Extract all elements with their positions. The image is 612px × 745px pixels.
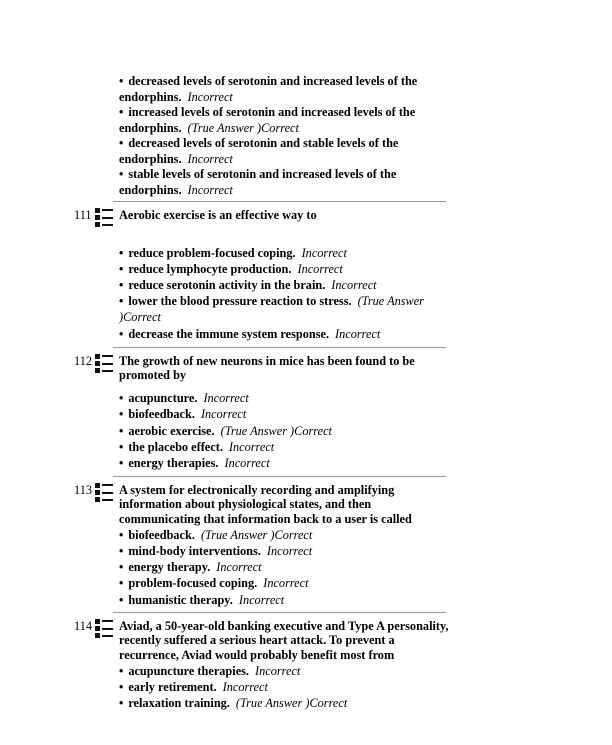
bullet-icon: •	[119, 560, 124, 574]
option: • increased levels of serotonin and increased levels of the endorphins. (True Answer )Correct	[119, 105, 416, 135]
list-icon[interactable]	[94, 353, 114, 375]
bullet-icon: •	[119, 391, 124, 405]
option: • energy therapies. Incorrect	[119, 456, 270, 470]
option: • reduce serotonin activity in the brain. Incorrect	[119, 278, 377, 292]
bullet-icon: •	[119, 440, 124, 454]
bullet-icon: •	[119, 696, 124, 710]
bullet-icon: •	[119, 262, 124, 276]
question-number: 114	[74, 619, 92, 633]
divider	[113, 347, 446, 348]
option: • reduce problem-focused coping. Incorrect	[119, 246, 347, 260]
option: • aerobic exercise. (True Answer )Correct	[119, 424, 332, 438]
option: • decreased levels of serotonin and increased levels of the endorphins. Incorrect	[119, 74, 418, 104]
option: • lower the blood pressure reaction to stress. (True Answer )Correct	[119, 294, 424, 324]
question-stem: Aerobic exercise is an effective way to	[119, 208, 317, 222]
bullet-icon: •	[119, 593, 124, 607]
bullet-icon: •	[119, 294, 124, 308]
bullet-icon: •	[119, 456, 124, 470]
bullet-icon: •	[119, 528, 124, 542]
option: • acupuncture. Incorrect	[119, 391, 249, 405]
bullet-icon: •	[119, 327, 124, 341]
option: • decrease the immune system response. Incorrect	[119, 327, 381, 341]
option: • acupuncture therapies. Incorrect	[119, 664, 301, 678]
divider	[113, 201, 446, 202]
option: • reduce lymphocyte production. Incorrect	[119, 262, 343, 276]
bullet-icon: •	[119, 167, 124, 181]
bullet-icon: •	[119, 680, 124, 694]
bullet-icon: •	[119, 246, 124, 260]
bullet-icon: •	[119, 278, 124, 292]
question-stem: A system for electronically recording and amplifying information about physiological states, and then communicating that information back to a user is called	[119, 483, 412, 526]
divider	[113, 476, 446, 477]
bullet-icon: •	[119, 74, 124, 88]
option: • mind-body interventions. Incorrect	[119, 544, 313, 558]
option: • early retirement. Incorrect	[119, 680, 268, 694]
question-stem: Aviad, a 50-year-old banking executive and Type A personality, recently suffered a serious heart attack. To prevent a recurrence, Aviad would probably benefit most from	[119, 619, 449, 662]
option: • biofeedback. Incorrect	[119, 407, 247, 421]
question-number: 113	[74, 483, 92, 497]
bullet-icon: •	[119, 544, 124, 558]
option: • biofeedback. (True Answer )Correct	[119, 528, 313, 542]
list-icon[interactable]	[94, 618, 114, 640]
option: • relaxation training. (True Answer )Correct	[119, 696, 348, 710]
bullet-icon: •	[119, 576, 124, 590]
bullet-icon: •	[119, 136, 124, 150]
bullet-icon: •	[119, 407, 124, 421]
question-number: 111	[74, 208, 92, 222]
divider	[113, 612, 446, 613]
bullet-icon: •	[119, 424, 124, 438]
bullet-icon: •	[119, 105, 124, 119]
option: • the placebo effect. Incorrect	[119, 440, 275, 454]
option: • problem-focused coping. Incorrect	[119, 576, 309, 590]
option: • humanistic therapy. Incorrect	[119, 593, 285, 607]
question-number: 112	[74, 354, 92, 368]
bullet-icon: •	[119, 664, 124, 678]
list-icon[interactable]	[94, 482, 114, 504]
option: • decreased levels of serotonin and stable levels of the endorphins. Incorrect	[119, 136, 399, 166]
option: • stable levels of serotonin and increased levels of the endorphins. Incorrect	[119, 167, 397, 197]
option: • energy therapy. Incorrect	[119, 560, 262, 574]
question-stem: The growth of new neurons in mice has been found to be promoted by	[119, 354, 415, 383]
list-icon[interactable]	[94, 207, 114, 229]
